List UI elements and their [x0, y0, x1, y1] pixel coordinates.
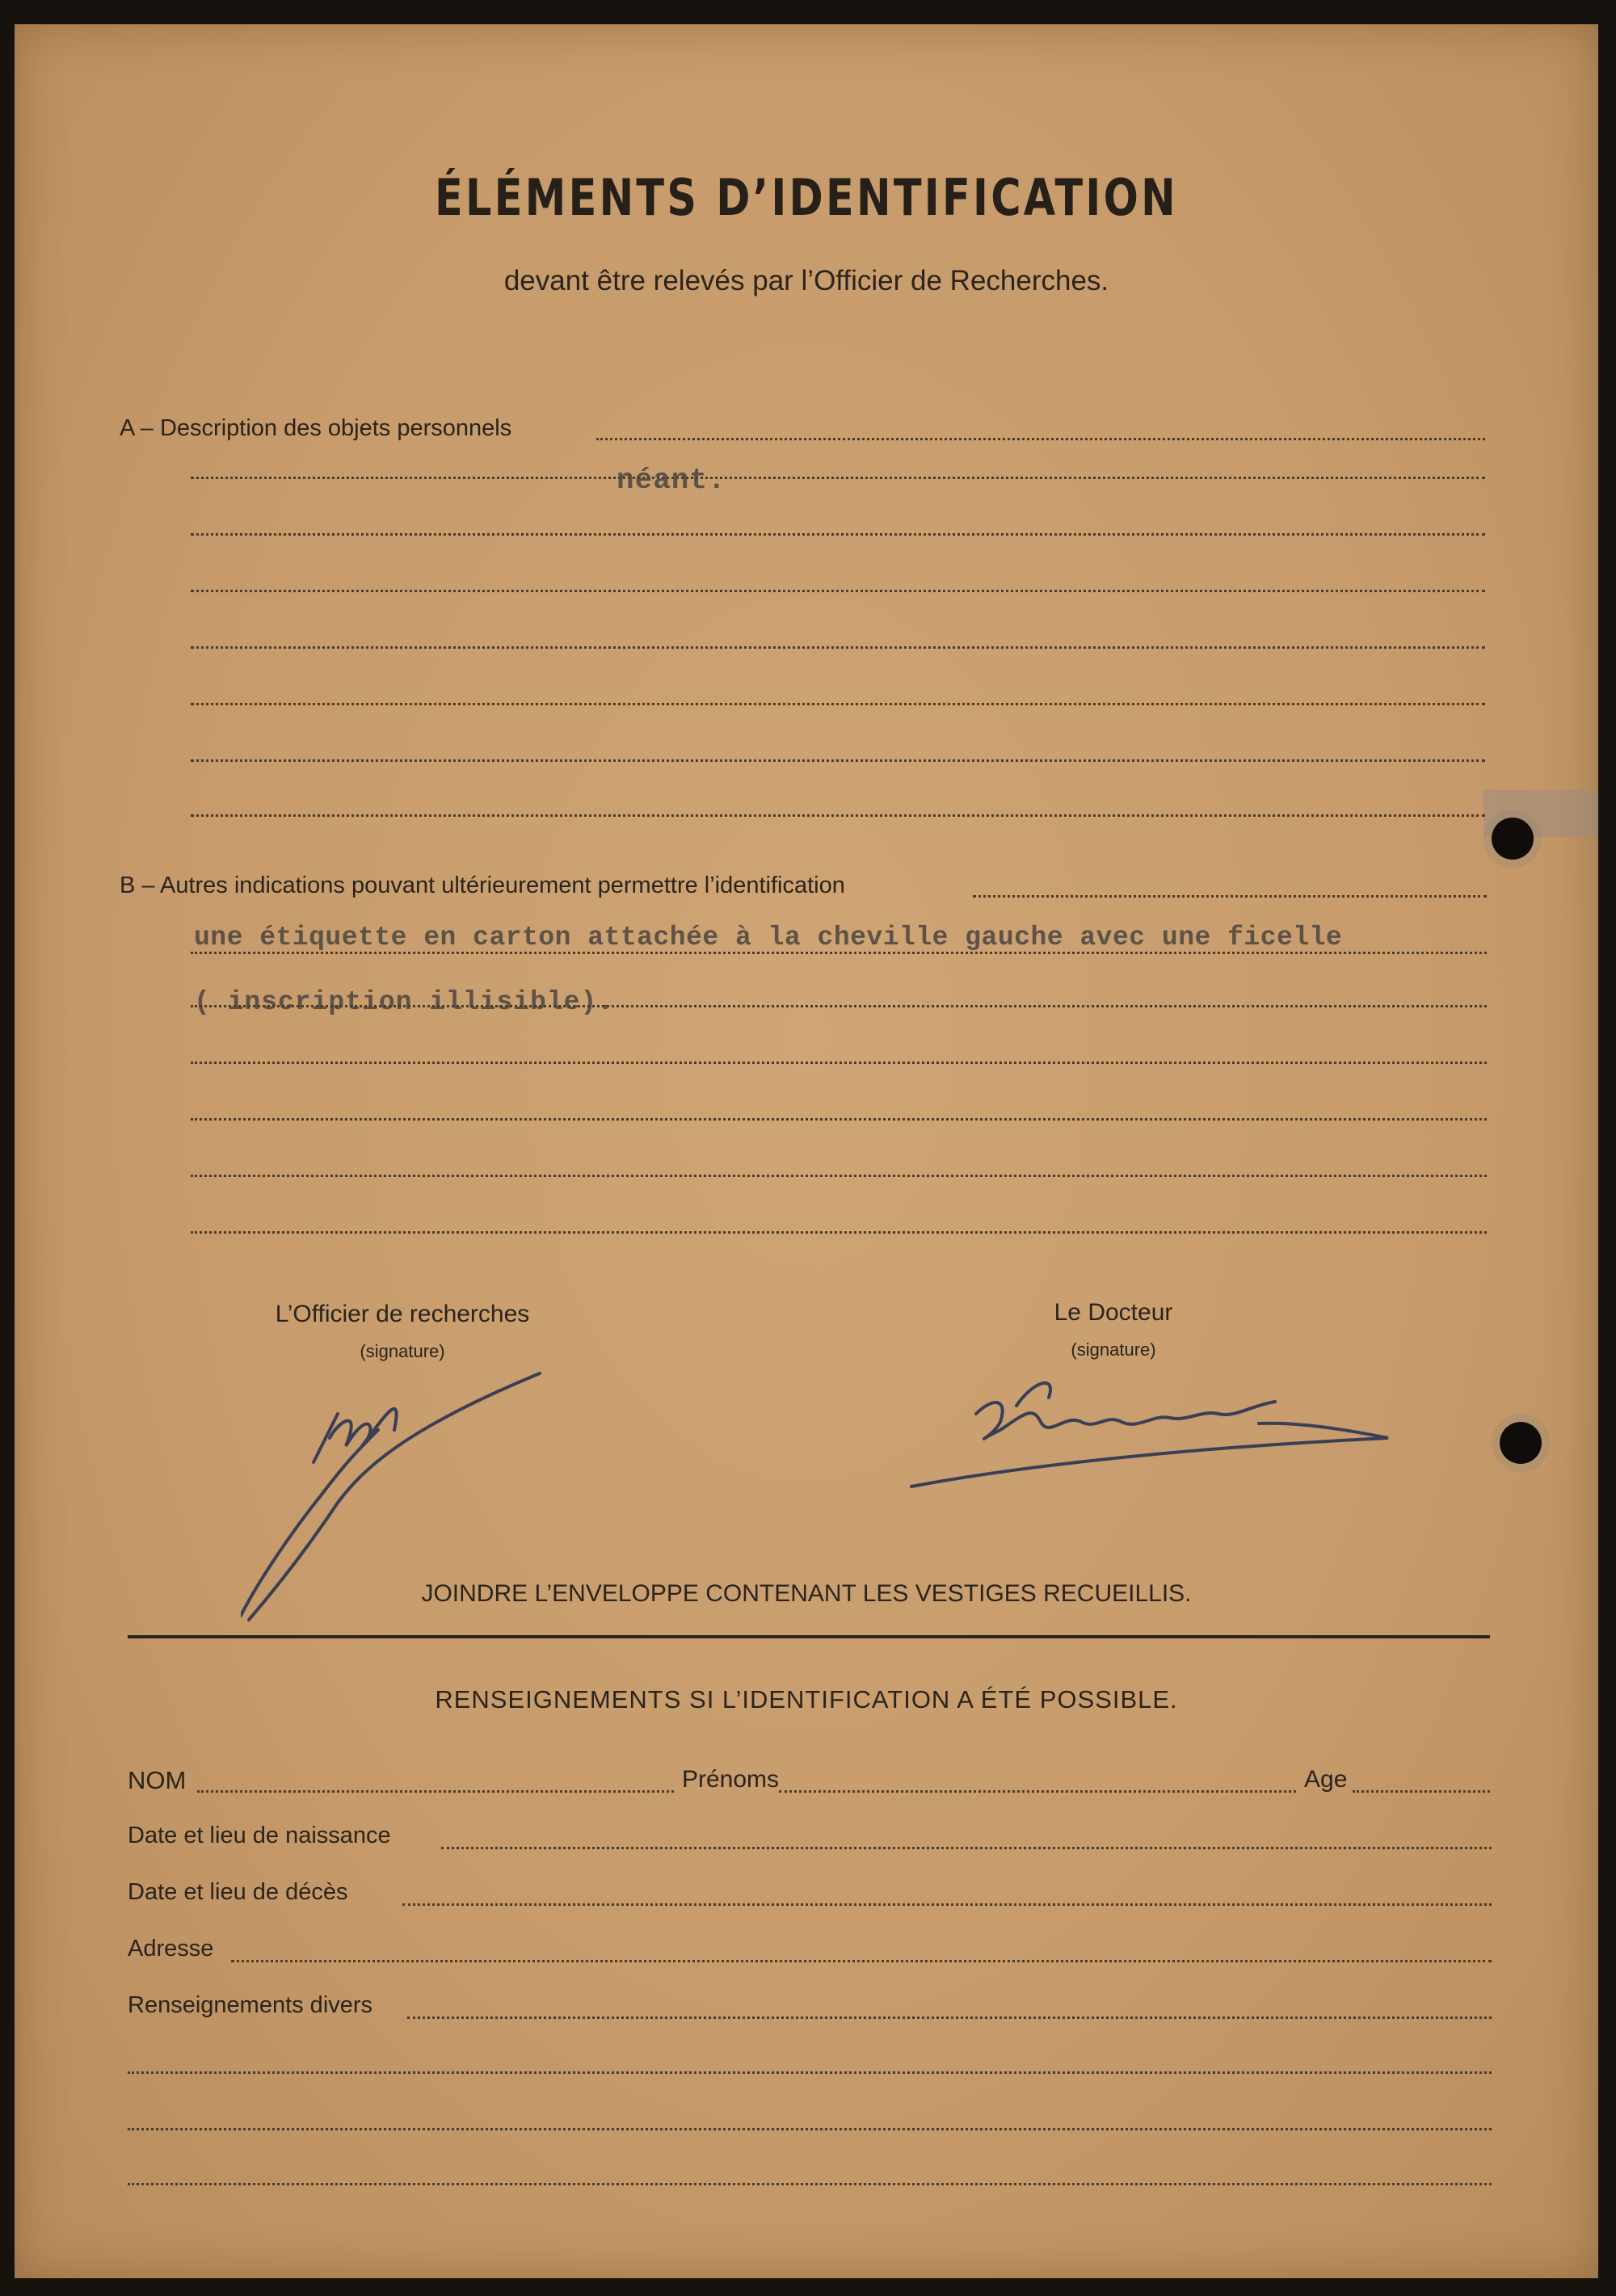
nom-line — [197, 1790, 674, 1793]
age-line — [1353, 1790, 1490, 1793]
adresse-label: Adresse — [128, 1936, 214, 1962]
section-a-line-3 — [191, 533, 1485, 536]
prenoms-label: Prénoms — [682, 1766, 780, 1793]
section-b-line-6 — [191, 1175, 1487, 1177]
section-b-typed-line-2: ( inscription illisible). — [194, 987, 615, 1017]
nom-label: NOM — [128, 1766, 187, 1794]
officer-signature-sub: (signature) — [360, 1341, 445, 1361]
section-b-line-2 — [191, 952, 1487, 954]
divers-line-4 — [128, 2183, 1492, 2185]
officer-signature-label: L’Officier de recherches — [275, 1301, 530, 1327]
section-b-line-3 — [191, 1005, 1487, 1007]
form-subtitle: devant être relevés par l’Officier de Recherches. — [503, 265, 1109, 296]
section-b-label: B – Autres indications pouvant ultérieurement permettre l’identification — [120, 873, 845, 898]
divers-line-1 — [407, 2016, 1492, 2019]
punch-hole-top — [1492, 818, 1534, 860]
doctor-signature-sub: (signature) — [1071, 1339, 1156, 1360]
section-divider — [128, 1635, 1490, 1638]
section-b-line-7 — [191, 1231, 1487, 1234]
section-b-typed-line-1: une étiquette en carton attachée à la cheville gauche avec une ficelle — [194, 923, 1343, 952]
section-a-line-4 — [191, 590, 1485, 592]
section-b-line-5 — [191, 1118, 1487, 1121]
section-b-line-4 — [191, 1062, 1487, 1064]
identification-title: RENSEIGNEMENTS SI L’IDENTIFICATION A ÉTÉ POSSIBLE. — [435, 1685, 1178, 1714]
age-label: Age — [1304, 1766, 1348, 1793]
section-a-line-2 — [191, 477, 1485, 479]
section-b-line-1 — [973, 895, 1487, 898]
section-a-typed-text: néant. — [617, 464, 726, 497]
adresse-line — [231, 1960, 1492, 1962]
deces-label: Date et lieu de décès — [128, 1879, 348, 1905]
instruction-text: JOINDRE L’ENVELOPPE CONTENANT LES VESTIGES RECUEILLIS. — [421, 1580, 1192, 1607]
naissance-line — [441, 1847, 1492, 1849]
doctor-signature — [895, 1365, 1396, 1503]
section-a-line-8 — [191, 814, 1485, 817]
divers-line-3 — [128, 2128, 1492, 2130]
section-a-line-1 — [596, 438, 1485, 440]
prenoms-line — [779, 1790, 1296, 1793]
divers-label: Renseignements divers — [128, 1992, 373, 2018]
form-title: ÉLÉMENTS D’IDENTIFICATION — [435, 168, 1178, 227]
section-a-label: A – Description des objets personnels — [120, 415, 512, 441]
section-a-line-6 — [191, 703, 1485, 705]
form-sheet — [15, 24, 1598, 2278]
naissance-label: Date et lieu de naissance — [128, 1823, 391, 1848]
deces-line — [402, 1903, 1492, 1906]
punch-hole-bottom — [1500, 1422, 1542, 1464]
doctor-signature-label: Le Docteur — [1054, 1299, 1173, 1326]
section-a-line-5 — [191, 646, 1485, 649]
section-a-line-7 — [191, 759, 1485, 762]
divers-line-2 — [128, 2071, 1492, 2074]
